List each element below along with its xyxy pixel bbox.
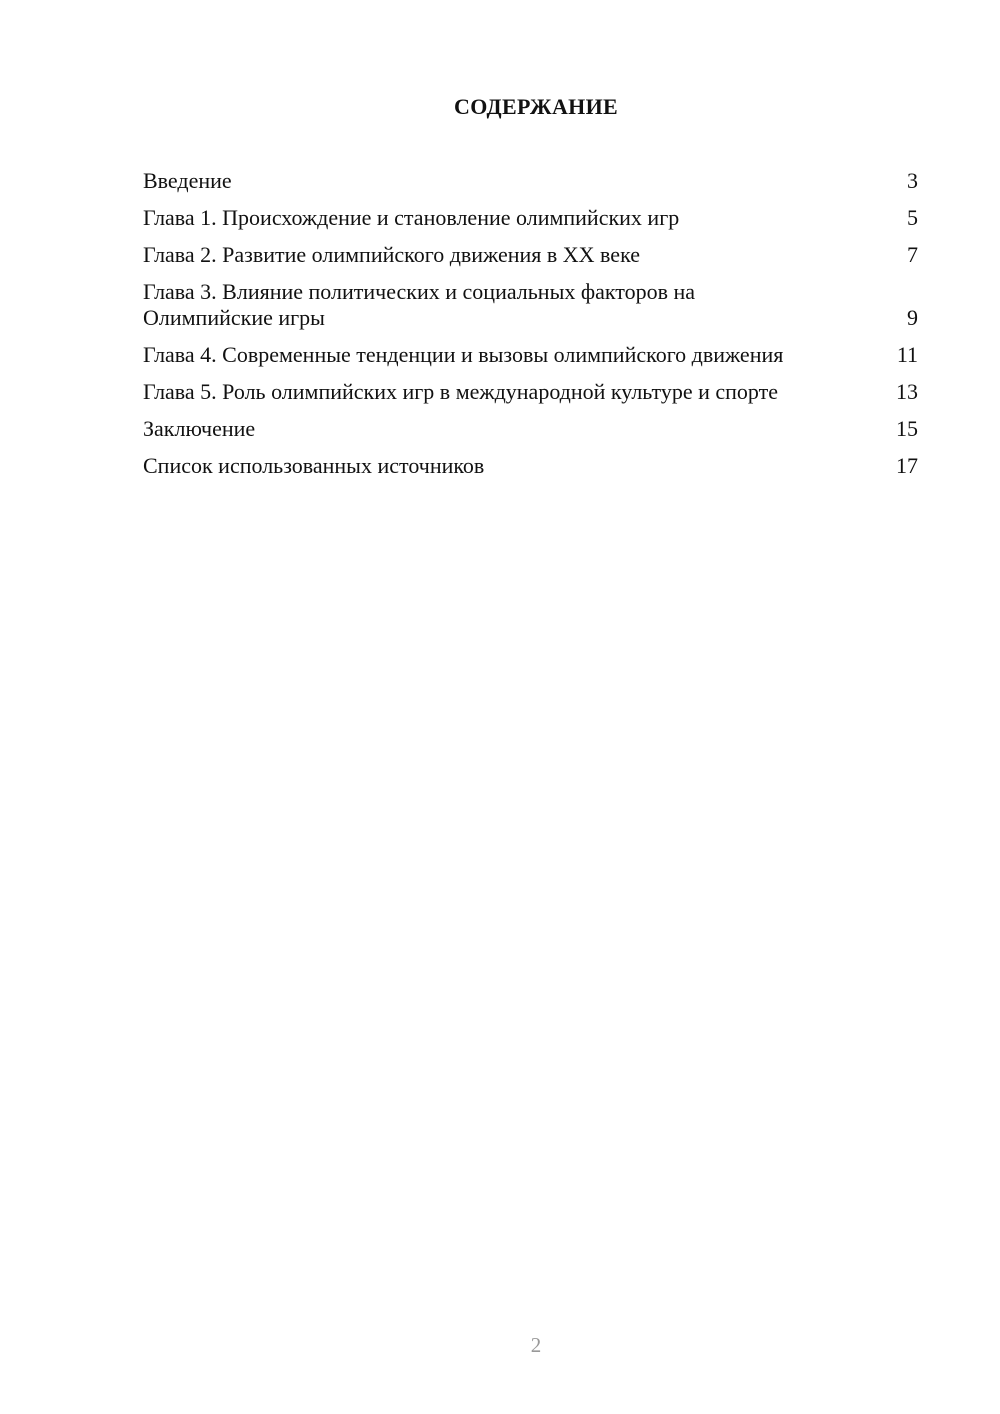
toc-entry-page: 13 (896, 379, 918, 404)
toc-entry-text: Глава 4. Современные тенденции и вызовы олимпийского движения (143, 342, 784, 367)
toc-entry-chapter-3[interactable] (143, 279, 918, 331)
toc-entry-page: 15 (896, 416, 918, 441)
toc-entry-text: Заключение (143, 416, 256, 441)
toc-entry-chapter-1[interactable] (143, 205, 918, 231)
toc-entry-page: 17 (896, 453, 918, 478)
toc-entry-text: Глава 5. Роль олимпийских игр в международной культуре и спорте (143, 379, 778, 404)
toc-entry-page: 11 (896, 342, 918, 367)
toc-entry-introduction[interactable] (143, 168, 918, 194)
toc-entry-text: Список использованных источников (143, 453, 485, 478)
toc-entry-page: 9 (907, 305, 918, 330)
toc-entry-text: Глава 1. Происхождение и становление олимпийских игр (143, 205, 680, 230)
toc-entry-chapter-4[interactable] (143, 342, 918, 368)
table-of-contents (143, 168, 918, 490)
toc-entry-text: Глава 2. Развитие олимпийского движения в XX веке (143, 242, 640, 267)
toc-title: СОДЕРЖАНИЕ (454, 94, 618, 119)
toc-entry-text: Глава 3. Влияние политических и социальных факторов на Олимпийские игры (143, 279, 696, 330)
page-number: 2 (530, 1333, 542, 1357)
toc-entry-page: 5 (907, 205, 918, 230)
toc-entry-conclusion[interactable] (143, 416, 918, 442)
toc-entry-page: 7 (907, 242, 918, 267)
toc-entry-chapter-5[interactable] (143, 379, 918, 405)
toc-entry-page: 3 (907, 168, 918, 193)
toc-entry-references[interactable] (143, 453, 918, 479)
toc-entry-text: Введение (143, 168, 232, 193)
toc-entry-chapter-2[interactable] (143, 242, 918, 268)
